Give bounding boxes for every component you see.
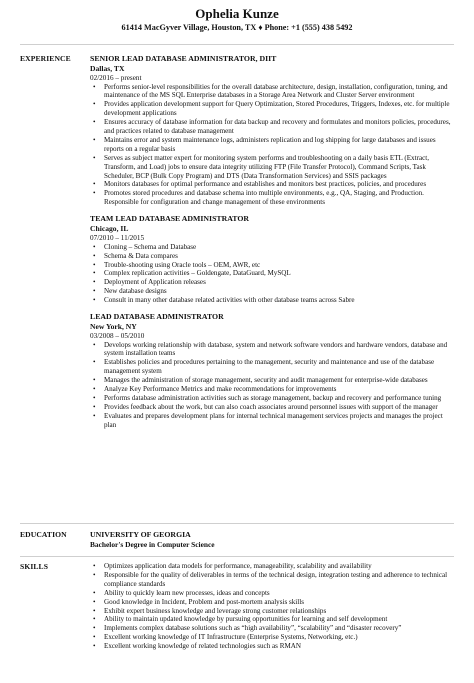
job-bullets (90, 83, 452, 208)
school-name: UNIVERSITY OF GEORGIA (90, 530, 191, 539)
list-item: • Consult in many other database related activities with other database teams across Sabre (90, 296, 452, 305)
skills-bullets (90, 562, 452, 651)
divider (20, 44, 454, 45)
divider (20, 523, 454, 524)
list-item: • Responsible for the quality of deliverables in terms of the technical design, integration testing and adherence to technical compliance standards (90, 571, 452, 589)
section-label-education: EDUCATION (20, 530, 67, 539)
list-item: • Provides feedback about the work, but can also coach associates around personnel issues with support of the manager (90, 403, 452, 412)
contact-line: 61414 MacGyver Village, Houston, TX ♦ Phone: +1 (555) 438 5492 (121, 23, 353, 32)
list-item: • Exhibit expert business knowledge and leverage strong customer relationships (90, 607, 452, 616)
job-bullets (90, 341, 452, 430)
job-title: SENIOR LEAD DATABASE ADMINISTRATOR, DIIT (90, 54, 277, 63)
job-entry (90, 54, 452, 207)
list-item: • Serves as subject matter expert for monitoring system performs and troubleshooting on a daily basis ETL (Extract, Transform, and Load) jobs to ensure data integrity utilizing FTP (File Transfer Protocol), Command Scripts, Task Scheduler, BCP (Bulk Copy Program) and DTS (Data Transformation Services) and SSIS packages (90, 154, 452, 181)
list-item: • Deployment of Application releases (90, 278, 452, 287)
list-item: • New database designs (90, 287, 452, 296)
job-location: Dallas, TX (90, 64, 125, 73)
list-item: • Establishes policies and procedures pertaining to the management, security and maintenance and use of the database management system (90, 358, 452, 376)
list-item: • Complex replication activities – Goldengate, DataGuard, MySQL (90, 269, 452, 278)
list-item: • Develops working relationship with database, system and network software vendors and hardware vendors, database and system installation teams (90, 341, 452, 359)
job-dates: 07/2010 – 11/2015 (90, 233, 145, 242)
divider (20, 556, 454, 557)
list-item: • Optimizes application data models for performance, manageability, scalability and availability (90, 562, 452, 571)
job-entry (90, 214, 452, 305)
list-item: • Performs database administration activities such as storage management, backup and recovery and performance tuning (90, 394, 452, 403)
list-item: • Good knowledge in Incident, Problem and post-mortem analysis skills (90, 598, 452, 607)
list-item: • Trouble-shooting using Oracle tools – OEM, AWR, etc (90, 261, 452, 270)
job-bullets (90, 243, 452, 305)
list-item: • Cloning – Schema and Database (90, 243, 452, 252)
job-title: TEAM LEAD DATABASE ADMINISTRATOR (90, 214, 250, 224)
list-item: • Schema & Data compares (90, 252, 452, 261)
list-item: • Performs senior-level responsibilities for the overall database architecture, design, installation, configuration, tuning, and maintenance of the MS SQL Enterprise databases in a Storage Area Network and Cluster Server environment (90, 83, 452, 101)
job-dates: 03/2008 – 05/2010 (90, 331, 145, 340)
list-item: • Evaluates and prepares development plans for internal technical management services projects and manages the project plan (90, 412, 452, 430)
degree: Bachelor's Degree in Computer Science (90, 540, 215, 549)
job-location: New York, NY (90, 322, 137, 332)
list-item: • Promotes stored procedures and database schema into multiple environments, e.g., QA, Staging, and Production. Responsible for configuration and change management of these environments (90, 189, 452, 207)
experience-list (90, 54, 452, 437)
section-label-experience: EXPERIENCE (20, 54, 71, 63)
resume-header (0, 0, 474, 33)
list-item: • Analyze Key Performance Metrics and make recommendations for improvements (90, 385, 452, 394)
candidate-name: Ophelia Kunze (195, 6, 279, 21)
list-item: • Provides application development support for Query Optimization, Stored Procedures, Triggers, Indexes, etc. for multiple development applications (90, 100, 452, 118)
list-item: • Maintains error and system maintenance logs, administers replication and log shipping for large databases and issues reports on a regular basis (90, 136, 452, 154)
job-dates: 02/2016 – present (90, 73, 142, 82)
list-item: • Ability to maintain updated knowledge by pursuing opportunities for learning and self development (90, 615, 452, 624)
education-body (90, 530, 452, 550)
list-item: • Excellent working knowledge of related technologies such as RMAN (90, 642, 452, 651)
skills-body (90, 562, 452, 651)
job-location: Chicago, IL (90, 224, 129, 234)
list-item: • Monitors databases for optimal performance and establishes and monitors best practices, policies, and procedures (90, 180, 452, 189)
list-item: • Ensures accuracy of database information for data backup and recovery and formulates and monitors policies, procedures, and practices related to database management (90, 118, 452, 136)
list-item: • Excellent working knowledge of IT Infrastructure (Enterprise Systems, Networking, etc.) (90, 633, 452, 642)
list-item: • Ability to quickly learn new processes, ideas and concepts (90, 589, 452, 598)
section-label-skills: SKILLS (20, 562, 49, 571)
job-entry (90, 312, 452, 430)
job-title: LEAD DATABASE ADMINISTRATOR (90, 312, 224, 322)
list-item: • Manages the administration of storage management, security and audit management for enterprise-wide databases (90, 376, 452, 385)
list-item: • Implements complex database solutions such as “high availability”, “scalability” and “disaster recovery” (90, 624, 452, 633)
